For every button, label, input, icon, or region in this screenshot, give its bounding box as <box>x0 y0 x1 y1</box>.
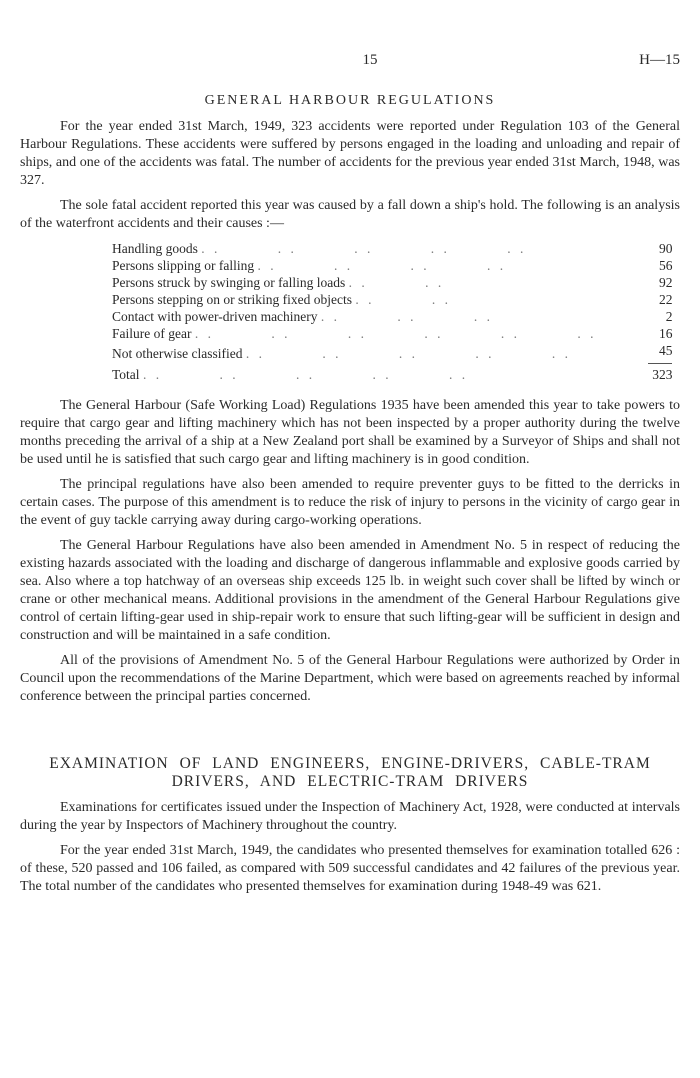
leader-dots: . . . . . . . . . . <box>245 345 571 361</box>
cause-label: Contact with power-driven machinery <box>112 309 318 324</box>
table-row <box>112 291 672 308</box>
leader-dots: . . . . . . . . . . . . <box>194 326 597 341</box>
table-row <box>112 274 672 291</box>
leader-dots: . . . . . . . . . . <box>142 367 469 382</box>
paragraph: For the year ended 31st March, 1949, 323 accidents were reported under Regulation 103 of the General Harbour Regulations. These accidents were suffered by persons engaged in the loading and unloading and repair of ships, and one of the accidents was fatal. The number of accidents for the previous year ended 31st March, 1948, was 327. <box>20 119 680 188</box>
paragraph: The General Harbour Regulations have also been amended in Amendment No. 5 in respect of reducing the existing hazards associated with the loading and discharge of dangerous inflammable and explosive goods carried by sea. Also where a top hatchway of an overseas ship exceeds 125 lb. in weight such cover shall be lifted by winch or crane or other mechanical means. Additional provisions in the amendment of the General Harbour Regulations give control of certain lifting-gear used in ship-repair work to ensure that such lifting-gear will be sufficient in design and construction and will be maintained in a safe condition. <box>20 538 680 643</box>
cause-label: Persons slipping or falling <box>112 258 255 273</box>
cause-label: Persons struck by swinging or falling loads <box>112 275 346 290</box>
paragraph: The principal regulations have also been amended to require preventer guys to be fitted to the derricks in certain cases. The purpose of this amendment is to reduce the risk of injury to persons in the vicinity of cargo gear in the event of guy tackle carrying away during cargo-working operations. <box>20 477 680 528</box>
paragraph: Examinations for certificates issued under the Inspection of Machinery Act, 1928, were conducted at intervals during the year by Inspectors of Machinery throughout the country. <box>20 800 680 833</box>
leader-dots: . . . . . . . . <box>257 258 507 273</box>
paragraph: All of the provisions of Amendment No. 5 of the General Harbour Regulations were authorized by Order in Council upon the recommendations of the Marine Department, which were based on agreements reached by informal conference between the principal parties concerned. <box>20 653 680 704</box>
leader-dots: . . . . <box>348 275 445 290</box>
cause-label: Not otherwise classified <box>112 345 243 361</box>
cause-count: 92 <box>658 275 673 290</box>
table-row <box>112 240 672 257</box>
cause-count: 2 <box>665 309 673 324</box>
cause-count: 22 <box>658 292 673 307</box>
leader-dots: . . . . . . . . . . <box>201 241 527 256</box>
paragraph: The sole fatal accident reported this year was caused by a fall down a ship's hold. The following is an analysis of the waterfront accidents and their causes :— <box>20 198 680 231</box>
paragraph: For the year ended 31st March, 1949, the candidates who presented themselves for examination totalled 626 : of these, 520 passed and 106 failed, as compared with 509 successful candidates and 42 failures of the previous year. The total number of the candidates who presented themselves for examination during 1948-49 was 621. <box>20 843 680 894</box>
section-title-examination: EXAMINATION OF LAND ENGINEERS, ENGINE-DRIVERS, CABLE-TRAM DRIVERS, AND ELECTRIC-TRAM DRIVERS <box>49 755 651 790</box>
cause-count: 90 <box>658 241 673 256</box>
cause-count: 16 <box>658 326 673 341</box>
cause-count <box>596 342 672 364</box>
cause-label: Failure of gear <box>112 326 192 341</box>
table-row <box>112 308 672 325</box>
table-row-total <box>112 364 672 383</box>
page-content <box>20 92 680 903</box>
cause-label: Persons stepping on or striking fixed objects <box>112 292 352 307</box>
table-row <box>112 325 672 342</box>
accident-causes-table <box>112 240 672 383</box>
table-row <box>112 342 672 364</box>
total-count: 323 <box>652 367 673 382</box>
page-number: 15 <box>362 52 378 68</box>
page-header <box>20 52 680 74</box>
paragraph: The General Harbour (Safe Working Load) Regulations 1935 have been amended this year to take powers to require that cargo gear and lifting machinery which has not been inspected by a proper authority during the twelve months preceding the arrival of a ship at a New Zealand port shall be examined by a Surveyor of Ships and shall not be used until he is satisfied that such cargo gear and lifting machinery is in good condition. <box>20 398 680 467</box>
section-title-harbour: GENERAL HARBOUR REGULATIONS <box>204 93 496 108</box>
table-row <box>112 257 672 274</box>
leader-dots: . . . . . . <box>320 309 494 324</box>
total-label: Total <box>112 367 140 382</box>
cause-label: Handling goods <box>112 241 198 256</box>
section-spacer <box>20 713 680 755</box>
leader-dots: . . . . <box>355 292 451 307</box>
cause-count-value: 45 <box>658 343 673 358</box>
document-reference: H—15 <box>639 52 680 68</box>
cause-count: 56 <box>658 258 673 273</box>
